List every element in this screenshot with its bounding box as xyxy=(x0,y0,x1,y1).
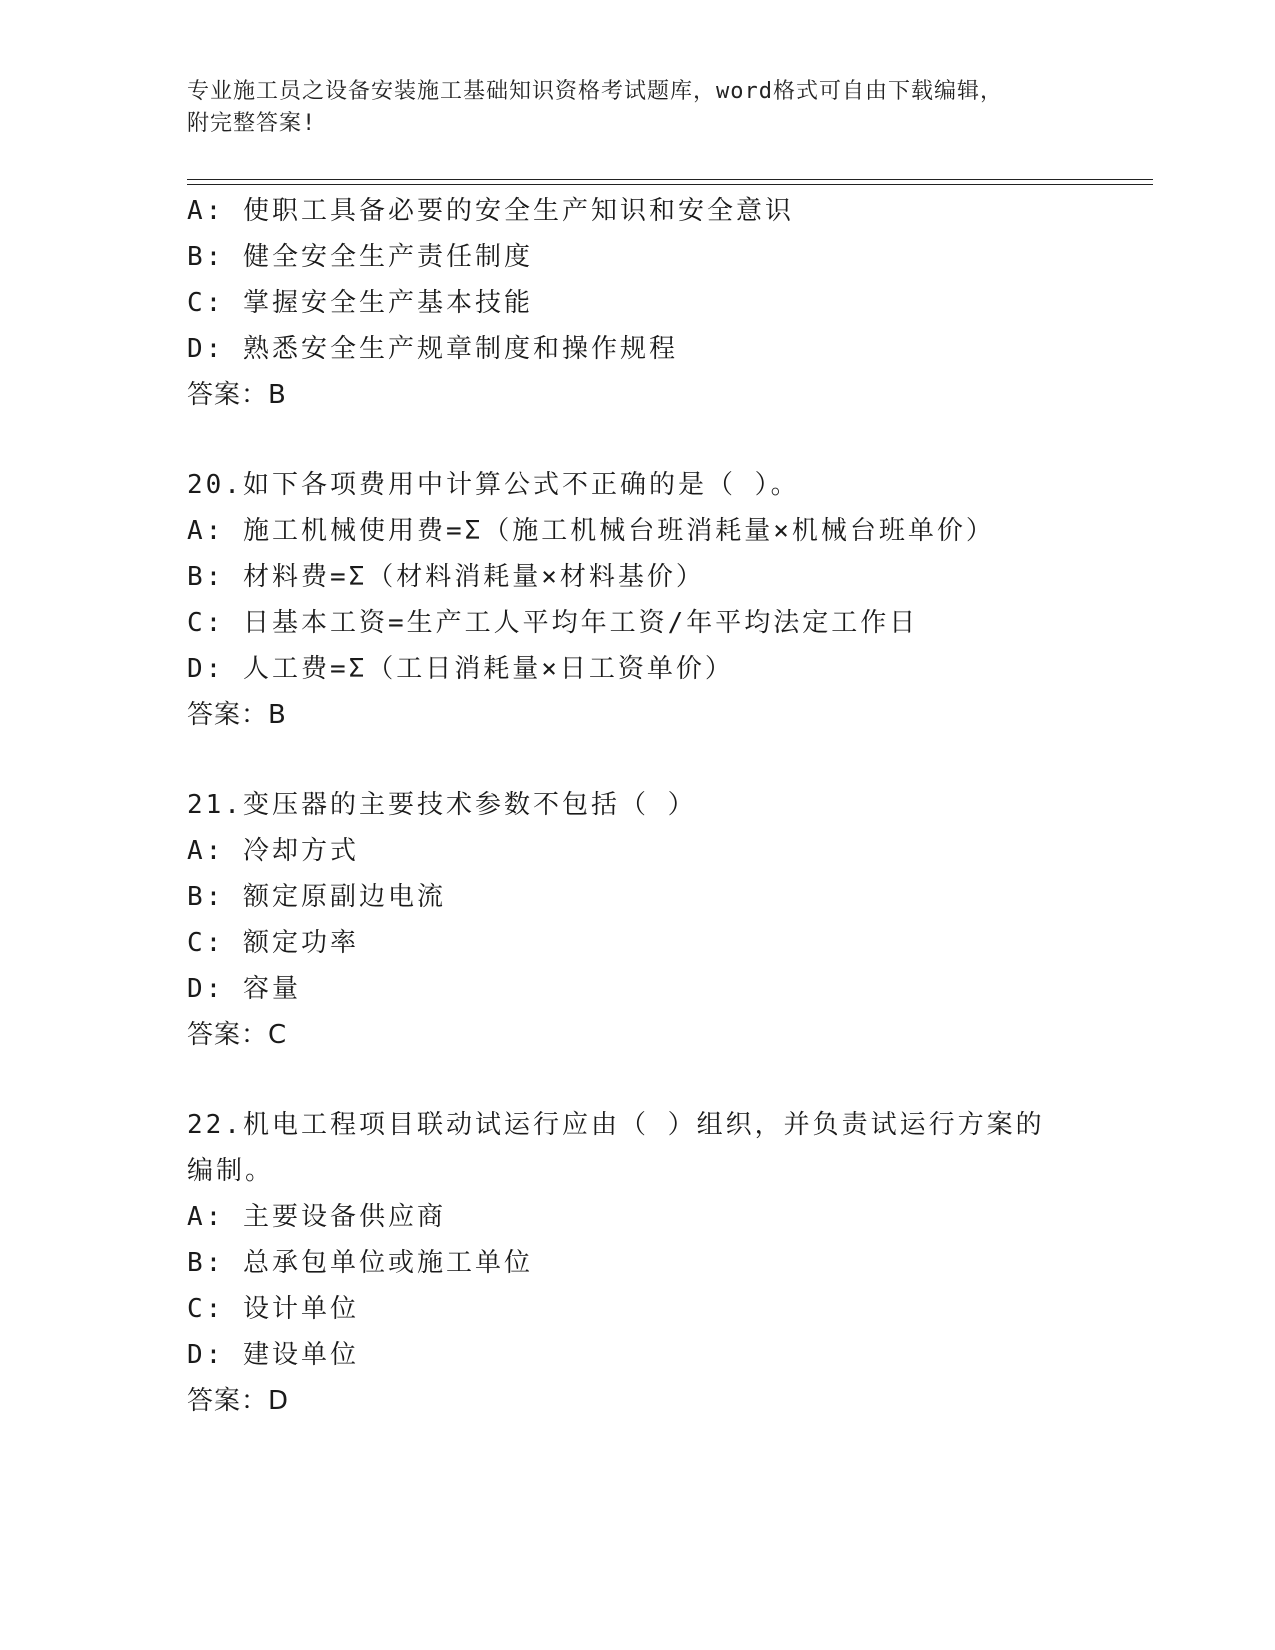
answer: 答案：D xyxy=(187,1386,290,1416)
option-a: A: 施工机械使用费=Σ（施工机械台班消耗量×机械台班单价） xyxy=(187,516,995,546)
option-a: A: 使职工具备必要的安全生产知识和安全意识 xyxy=(187,196,794,226)
spacer xyxy=(187,418,1087,462)
header-divider-bottom xyxy=(187,184,1153,185)
answer: 答案：B xyxy=(187,380,287,410)
header-divider-top xyxy=(187,179,1153,180)
option-d: D: 容量 xyxy=(187,974,301,1004)
option-c: C: 掌握安全生产基本技能 xyxy=(187,288,533,318)
option-b: B: 健全安全生产责任制度 xyxy=(187,242,533,272)
option-a: A: 冷却方式 xyxy=(187,836,359,866)
document-header xyxy=(187,76,1087,140)
option-d: D: 熟悉安全生产规章制度和操作规程 xyxy=(187,334,678,364)
option-b: B: 总承包单位或施工单位 xyxy=(187,1248,533,1278)
question-20 xyxy=(187,462,1087,738)
option-d: D: 建设单位 xyxy=(187,1340,359,1370)
spacer xyxy=(187,1058,1087,1102)
question-text: 22.机电工程项目联动试运行应由（ ）组织，并负责试运行方案的编制。 xyxy=(187,1110,1045,1186)
answer: 答案：C xyxy=(187,1020,288,1050)
option-c: C: 额定功率 xyxy=(187,928,359,958)
header-line-2: 附完整答案! xyxy=(187,111,317,136)
question-text: 21.变压器的主要技术参数不包括（ ） xyxy=(187,790,697,820)
question-21 xyxy=(187,782,1087,1058)
option-b: B: 材料费=Σ（材料消耗量×材料基价） xyxy=(187,562,705,592)
question-22 xyxy=(187,1102,1087,1424)
option-c: C: 设计单位 xyxy=(187,1294,359,1324)
question-19 xyxy=(187,188,1087,418)
question-list xyxy=(187,188,1087,1424)
answer: 答案：B xyxy=(187,700,287,730)
option-c: C: 日基本工资=生产工人平均年工资/年平均法定工作日 xyxy=(187,608,919,638)
spacer xyxy=(187,738,1087,782)
option-b: B: 额定原副边电流 xyxy=(187,882,446,912)
header-line-1: 专业施工员之设备安装施工基础知识资格考试题库，word格式可自由下载编辑， xyxy=(187,79,1003,104)
option-a: A: 主要设备供应商 xyxy=(187,1202,446,1232)
option-d: D: 人工费=Σ（工日消耗量×日工资单价） xyxy=(187,654,734,684)
question-text: 20.如下各项费用中计算公式不正确的是（ ）。 xyxy=(187,470,800,500)
